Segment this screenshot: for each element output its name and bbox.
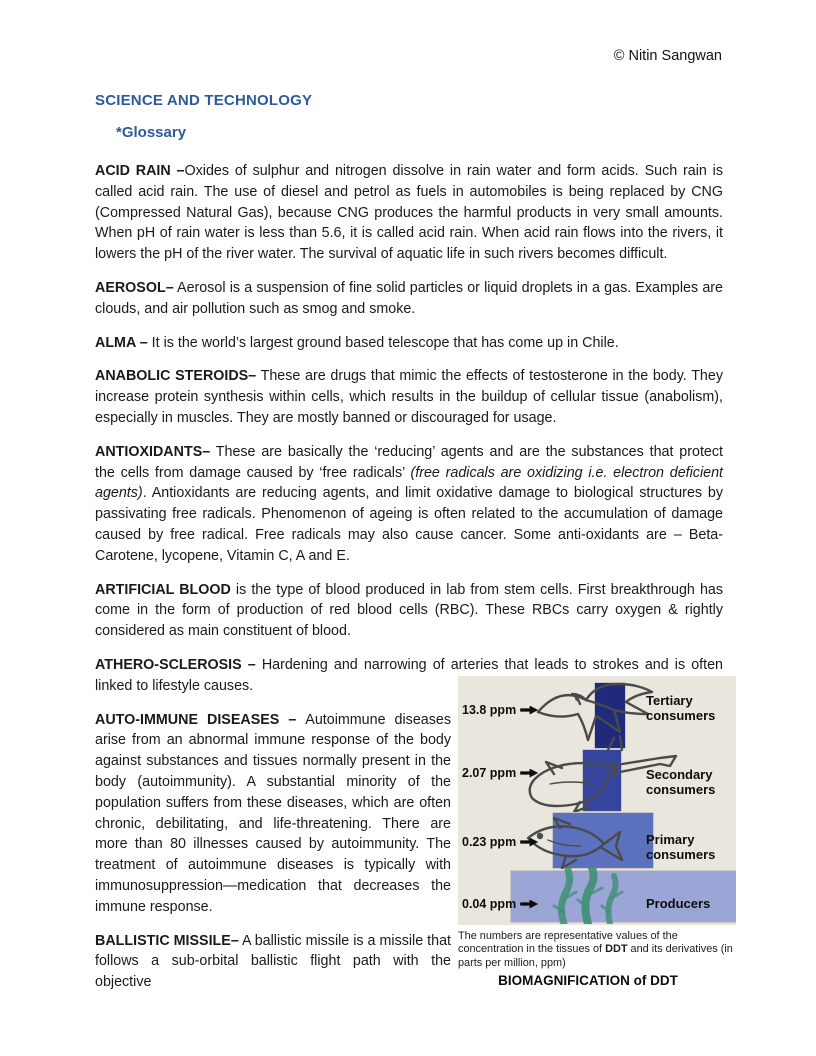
glossary-entry-athero-sclerosis: ATHERO-SCLEROSIS – Hardening and narrowing of arteries that leads to strokes and is often linked to lifestyle causes.: [95, 656, 724, 694]
consumer-label-2: Primary consumers: [646, 832, 716, 862]
ppm-value: 2.07 ppm: [462, 766, 517, 780]
consumer-label-0: Tertiary consumers: [646, 693, 716, 723]
ppm-label-3: [462, 897, 538, 911]
seaweed-illustration: [544, 868, 634, 924]
ppm-label-1: [462, 766, 538, 780]
eagle-illustration: [530, 678, 658, 754]
glossary-entry-ballistic-missile: BALLISTIC MISSILE– A ballistic missile is a missile that follows a sub-orbital ballistic flight path with the objective: [95, 932, 452, 991]
term-athero-sclerosis: ATHERO-SCLEROSIS –: [95, 656, 256, 673]
term-ballistic-missile: BALLISTIC MISSILE–: [95, 932, 239, 949]
glossary-entry-auto-immune-diseases: AUTO-IMMUNE DISEASES – Autoimmune diseases arise from an abnormal immune response of the body against substances and tissues normally present in the body (autoimmunity). A substantial minority of the population suffers from these diseases, which are often chronic, debilitating, and life-threatening. There are more than 80 illnesses caused by autoimmunity. The treatment of autoimmune diseases is typically with immunosuppression—medication that decreases the immune response.: [95, 711, 451, 915]
glossary-entry-antioxidants: ANTIOXIDANTS– These are basically the ‘reducing’ agents and are the substances that protect the cells from damage caused by ‘free radicals’ (free radicals are oxidizing i.e. electron deficient agents). Antioxidants are reducing agents, and limit oxidative damage to biological structures by passivating free radicals. Phenomenon of ageing is often related to the accumulation of damage caused by free radical. Free radicals may also cause cancer. Some anti-oxidants are – Beta-Carotene, lycopene, Vitamin C, A and E.: [95, 443, 723, 564]
glossary-entry-acid-rain: ACID RAIN –Oxides of sulphur and nitrogen dissolve in rain water and form acids. Such rain is called acid rain. The use of diesel and petrol as fuels in automobiles is being replaced by CNG (Compressed Natural Gas), because CNG produces the harmful products in very small amounts. When pH of rain water is less than 5.6, it is called acid rain. When acid rain flows into the rivers, it lowers the pH of the river water. The survival of aquatic life in such rivers becomes difficult.: [95, 163, 723, 263]
biomagnification-diagram: [458, 676, 736, 925]
ppm-value: 13.8 ppm: [462, 703, 517, 717]
figure-caption-block: [458, 930, 738, 988]
biomagnification-figure: [458, 676, 738, 988]
term-artificial-blood: ARTIFICIAL BLOOD: [95, 581, 231, 598]
glossary-entry-artificial-blood: ARTIFICIAL BLOOD is the type of blood produced in lab from stem cells. First breakthrough has come in the form of production of red blood cells (RBC). These RBCs carry oxygen & rightly considered as main constituent of blood.: [95, 581, 723, 640]
right-arrow-icon: [520, 769, 538, 778]
ppm-label-2: [462, 835, 538, 849]
term-anabolic-steroids: ANABOLIC STEROIDS–: [95, 368, 257, 385]
glossary-entry-alma: ALMA – It is the world’s largest ground based telescope that has come up in Chile.: [95, 334, 619, 351]
page-title: SCIENCE AND TECHNOLOGY: [95, 92, 313, 109]
glossary-entry-anabolic-steroids: ANABOLIC STEROIDS– These are drugs that mimic the effects of testosterone in the body. They increase protein synthesis within cells, which results in the buildup of cellular tissue (anabolism), especially in muscles. They are mostly banned or discouraged for usage.: [95, 368, 723, 426]
term-aerosol: AEROSOL–: [95, 279, 174, 296]
term-antioxidants: ANTIOXIDANTS–: [95, 443, 211, 460]
glossary-entry-aerosol: AEROSOL– Aerosol is a suspension of fine solid particles or liquid droplets in a gas. Examples are clouds, and air pollution such as smog and smoke.: [95, 279, 723, 317]
term-auto-immune-diseases: AUTO-IMMUNE DISEASES –: [95, 711, 306, 728]
figure-title: BIOMAGNIFICATION of DDT: [498, 973, 678, 989]
right-arrow-icon: [520, 838, 538, 847]
consumer-label-3: Producers: [646, 896, 711, 911]
consumer-label-1: Secondary consumers: [646, 767, 716, 797]
figure-caption: The numbers are representative values of the concentration in the tissues of DDT and its derivatives (in parts per million, ppm): [458, 930, 733, 969]
ppm-value: 0.04 ppm: [462, 897, 517, 911]
ppm-value: 0.23 ppm: [462, 835, 517, 849]
ppm-label-0: [462, 703, 538, 717]
right-arrow-icon: [520, 706, 538, 715]
right-arrow-icon: [520, 900, 538, 909]
copyright-notice: © Nitin Sangwan: [613, 48, 722, 64]
term-alma: ALMA –: [95, 334, 152, 351]
term-acid-rain: ACID RAIN –: [95, 163, 185, 179]
glossary-subtitle: *Glossary: [116, 124, 187, 141]
